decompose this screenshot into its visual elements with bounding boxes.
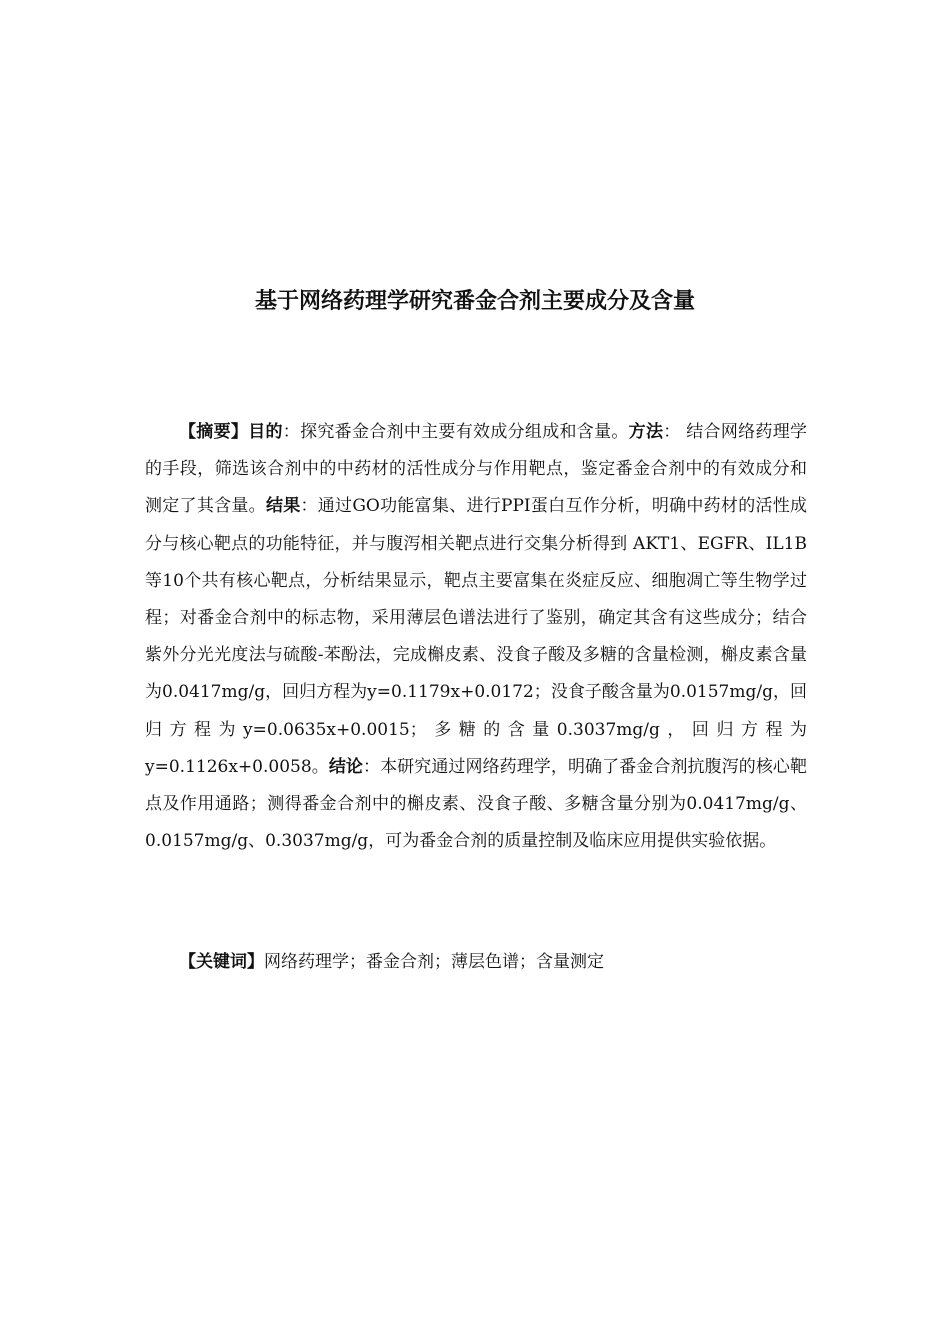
objective-colon: ： <box>282 422 301 442</box>
results-colon: ： <box>300 496 318 517</box>
keywords-label: 【关键词】 <box>179 952 264 972</box>
methods-colon: ： <box>663 422 681 442</box>
methods-text: 结合网络药理学的手段，筛选该合剂中的中药材的活性成分与作用靶点，鉴定番金合剂中的有效成分和测定了其含量。 <box>145 422 808 517</box>
keywords-text: 网络药理学；番金合剂；薄层色谱；含量测定 <box>264 952 604 972</box>
abstract-paragraph <box>145 414 807 860</box>
results-text: 通过GO功能富集、进行PPI蛋白互作分析，明确中药材的活性成分与核心靶点的功能特征，并与腹泻相关靶点进行交集分析得到 AKT1、EGFR、IL1B等10个共有核心靶点，分析结果显示，靶点主要富集在炎症反应、细胞凋亡等生物学过程；对番金合剂中的标志物，采用薄层色谱法进行了鉴别，确定其含有这些成分；结合紫外分光光度法与硫酸-苯酚法，完成槲皮素、没食子酸及多糖的含量检测，槲皮素含量为0.0417mg/g，回归方程为y=0.1179x+0.0172；没食子酸含量为0.0157mg/g，回归方程为y=0.0635x+0.0015；多糖的含量0.3037mg/g，回归方程为y=0.1126x+0.0058。 <box>145 496 808 777</box>
conclusion-text: 本研究通过网络药理学，明确了番金合剂抗腹泻的核心靶点及作用通路；测得番金合剂中的槲皮素、没食子酸、多糖含量分别为0.0417mg/g、0.0157mg/g、0.3037mg/g，可为番金合剂的质量控制及临床应用提供实验依据。 <box>145 756 808 852</box>
conclusion-label: 结论 <box>328 756 363 777</box>
objective-text: 探究番金合剂中主要有效成分组成和含量。 <box>300 422 629 442</box>
keywords-paragraph <box>145 944 807 981</box>
conclusion-colon: ： <box>362 756 381 777</box>
abstract-label: 【摘要】 <box>179 422 249 442</box>
methods-label: 方法 <box>628 422 664 442</box>
objective-label: 目的 <box>248 422 283 442</box>
results-label: 结果 <box>265 496 301 517</box>
page-title: 基于网络药理学研究番金合剂主要成分及含量 <box>254 289 695 314</box>
